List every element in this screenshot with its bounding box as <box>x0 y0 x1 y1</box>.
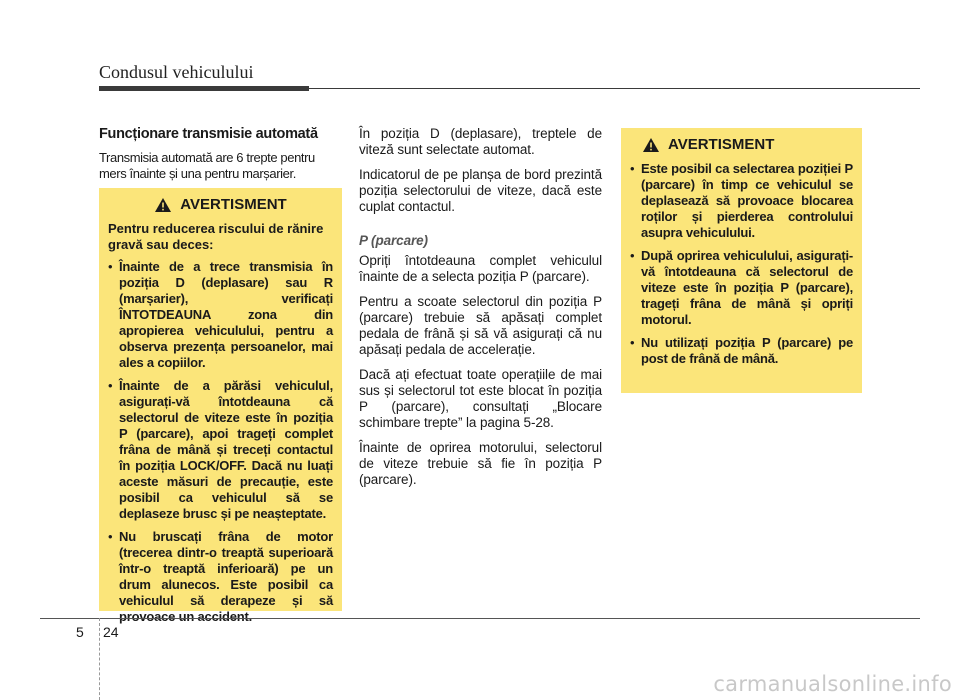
warning-triangle-icon <box>642 137 660 153</box>
watermark: carmanualsonline.info <box>713 672 952 696</box>
list-item: • Înainte de a trece transmisia în poziția D (deplasare) sau R (marșarier), verificați ÎNTOTDEAUNA zona din apropierea vehiculului, pentru a observa prezența persoanelor, mai ales a copiilor. <box>108 259 333 371</box>
list-item: • Nu bruscați frâna de motor (trecerea dintr-o treaptă superioară într-o treaptă inferioară) pe un drum alunecos. Este posibil ca vehiculul să derapeze și să provoace un accident. <box>108 529 333 625</box>
list-item: • Înainte de a părăsi vehiculul, asigurați-vă întotdeauna că selectorul de viteze este în poziția P (parcare), apoi trageți complet frâna de mână și treceți contactul în poziția LOCK/OFF. Dacă nu luați aceste măsuri de precauție, este posibil ca vehiculul să se deplaseze brusc și pe neașteptate. <box>108 378 333 522</box>
paragraph: Indicatorul de pe planșa de bord prezintă poziția selectorului de viteze, dacă este cuplat contactul. <box>359 167 602 214</box>
warning-triangle-icon <box>154 197 172 213</box>
warning-title-right <box>630 136 853 153</box>
warning-list-left <box>108 259 333 625</box>
paragraph: În poziția D (deplasare), treptele de viteză sunt selectate automat. <box>359 126 602 157</box>
header-bar <box>99 86 309 91</box>
paragraph: Înainte de oprirea motorului, selectorul de viteze trebuie să fie în poziția P (parcare). <box>359 440 602 487</box>
paragraph: Opriți întotdeauna complet vehiculul înainte de a selecta poziția P (parcare). <box>359 253 602 284</box>
list-item: • Este posibil ca selectarea poziției P (parcare) în timp ce vehiculul se deplasează să provoace blocarea roților și pierderea controlului asupra vehiculului. <box>630 161 853 241</box>
footer-rule <box>40 618 920 619</box>
section-heading: Funcționare transmisie automată <box>99 126 318 142</box>
warning-box-right <box>621 128 862 393</box>
sub-heading-park: P (parcare) <box>359 233 428 248</box>
list-item: • După oprirea vehiculului, asigurați-vă întotdeauna că selectorul de viteze este în poziția P (parcare), trageți frâna de mână și opriți motorul. <box>630 248 853 328</box>
header-rule <box>309 88 920 89</box>
warning-list-right <box>630 161 853 367</box>
paragraph: Pentru a scoate selectorul din poziția P (parcare) trebuie să apăsați complet pedala de frână și să vă asigurați că nu apăsați pedala de accelerație. <box>359 294 602 357</box>
list-item: • Nu utilizați poziția P (parcare) pe post de frână de mână. <box>630 335 853 367</box>
warning-title-text: AVERTISMENT <box>668 136 775 153</box>
header-title: Condusul vehiculului <box>99 62 254 82</box>
paragraph: Dacă ați efectuat toate operațiile de mai sus și selectorul tot este blocat în poziția P (parcare), consultați „Blocare schimbare trepte” la pagina 5-28. <box>359 367 602 430</box>
warning-title-left <box>108 196 333 213</box>
page-number: 24 <box>103 624 119 640</box>
warning-box-left <box>99 188 342 624</box>
middle-column <box>359 126 602 497</box>
warning-title-text: AVERTISMENT <box>180 196 287 213</box>
intro-text: Transmisia automată are 6 trepte pentru mers înainte și una pentru marșarier. <box>99 150 315 181</box>
footer-divider <box>99 618 100 700</box>
chapter-number: 5 <box>76 624 84 640</box>
warning-lead: Pentru reducerea riscului de rănire gravă sau deces: <box>108 221 324 252</box>
